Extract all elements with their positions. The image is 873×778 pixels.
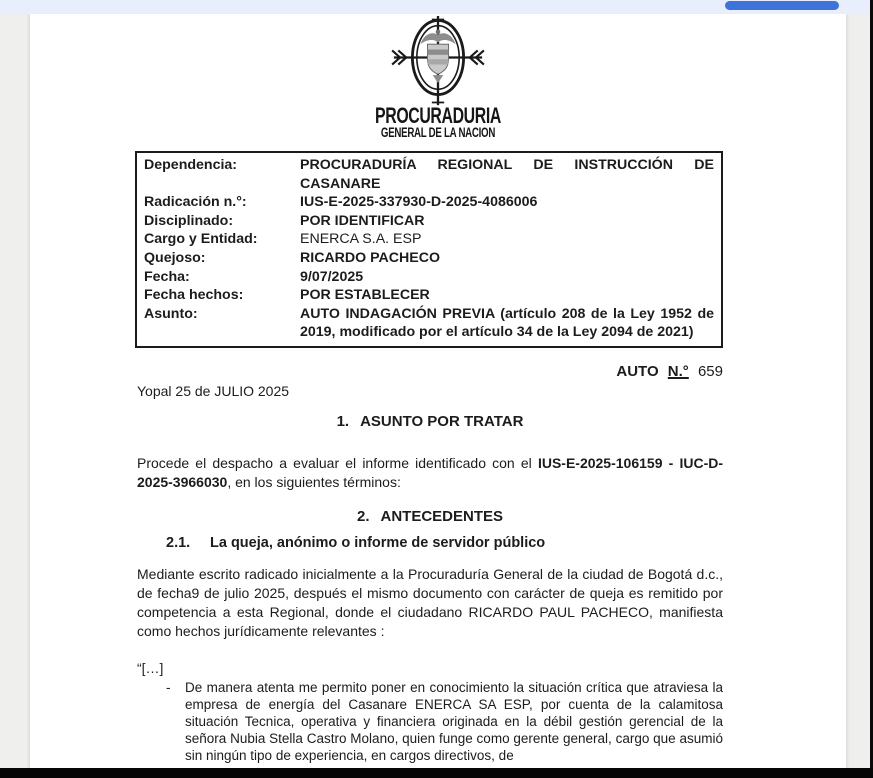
field-value: AUTO INDAGACIÓN PREVIA (artículo 208 de la Ley 1952 de 2019, modificado por el artículo 34 de la Ley 2094 de 2021) <box>300 305 714 341</box>
section-title: ASUNTO POR TRATAR <box>360 413 524 430</box>
subsection-number: 2.1. <box>166 535 191 551</box>
paragraph-text: Procede el despacho a evaluar el informe identificado con el <box>137 455 538 471</box>
paragraph-antecedentes: Mediante escrito radicado inicialmente a la Procuraduría General de la ciudad de Bogotá d.c., de fecha9 de julio 2025, después el mismo documento con carácter de queja es remitido por competencia a esta Regional, donde el ciudadano RICARDO PAUL PACHECO, manifiesta como hechos jurídicamente relevantes : <box>137 566 723 639</box>
table-row-cargo-entidad <box>137 230 721 249</box>
case-header-table <box>135 151 723 348</box>
field-value: POR IDENTIFICAR <box>300 212 425 229</box>
list-dash-marker: - <box>166 680 171 695</box>
bottom-black-bar <box>0 768 873 778</box>
table-row-radicacion <box>137 193 721 212</box>
section-1-heading <box>137 413 723 430</box>
field-label: Fecha: <box>144 268 190 285</box>
field-value: IUS-E-2025-337930-D-2025-4086006 <box>300 194 538 211</box>
section-number: 2. <box>356 508 370 525</box>
auto-n-label: N.° <box>667 363 689 380</box>
list-item-text: De manera atenta me permito poner en conocimiento la situación crítica que atraviesa la empresa de energía del Casanare ENERCA SA ESP, por cuenta de la calamitosa situación Tecnica, operativa y financiera originada en la débil gestión gerencial de la señora Nubia Stella Castro Molano, quien funge como gerente general, cargo que asumió sin ningún tipo de experiencia, en cargos directivos, de <box>185 680 723 763</box>
auto-number: 659 <box>697 363 723 380</box>
logo-title: PROCURADURIA <box>375 103 501 128</box>
table-row-disciplinado <box>137 212 721 231</box>
procuraduria-coat-of-arms-icon <box>378 16 498 106</box>
field-label: Cargo y Entidad: <box>144 231 258 248</box>
dateline: Yopal 25 de JULIO 2025 <box>137 383 290 399</box>
table-row-quejoso <box>137 249 721 268</box>
field-label: Dependencia: <box>144 157 238 173</box>
field-label: Fecha hechos: <box>144 287 244 304</box>
auto-number-line <box>135 363 723 380</box>
field-label: Asunto: <box>144 305 198 322</box>
horizontal-scrollbar-thumb[interactable] <box>725 1 839 10</box>
field-label: Quejoso: <box>144 249 206 266</box>
field-value: POR ESTABLECER <box>300 287 430 304</box>
document-page <box>30 14 846 778</box>
field-label: Radicación n.°: <box>144 194 247 211</box>
table-row-asunto <box>137 305 721 342</box>
paragraph-asunto <box>137 454 723 492</box>
field-value: 9/07/2025 <box>300 268 364 285</box>
paragraph-text: , en los siguientes términos: <box>227 474 401 490</box>
quote-open-marker: “[…] <box>137 660 164 676</box>
section-title: ANTECEDENTES <box>380 508 504 525</box>
section-2-1-heading <box>137 535 723 551</box>
section-2-heading <box>137 508 723 525</box>
subsection-title: La queja, anónimo o informe de servidor público <box>210 535 546 551</box>
table-row-fecha-hechos <box>137 286 721 305</box>
field-value: PROCURADURÍA REGIONAL DE INSTRUCCIÓN DE CASANARE <box>300 157 714 192</box>
auto-prefix: AUTO <box>616 363 659 380</box>
field-value: RICARDO PACHECO <box>300 249 441 266</box>
field-value: ENERCA S.A. ESP <box>300 231 422 248</box>
case-id-bold: IUS-E-2025-106159 - IUC-D-2025-3966030 <box>137 455 724 490</box>
field-label: Disciplinado: <box>144 212 234 229</box>
table-row-fecha <box>137 268 721 287</box>
table-row-dependencia <box>137 156 721 193</box>
logo-subtitle: GENERAL DE LA NACION <box>380 125 496 140</box>
logo-block <box>30 16 846 139</box>
quoted-list-item <box>137 679 723 764</box>
section-number: 1. <box>336 413 350 430</box>
